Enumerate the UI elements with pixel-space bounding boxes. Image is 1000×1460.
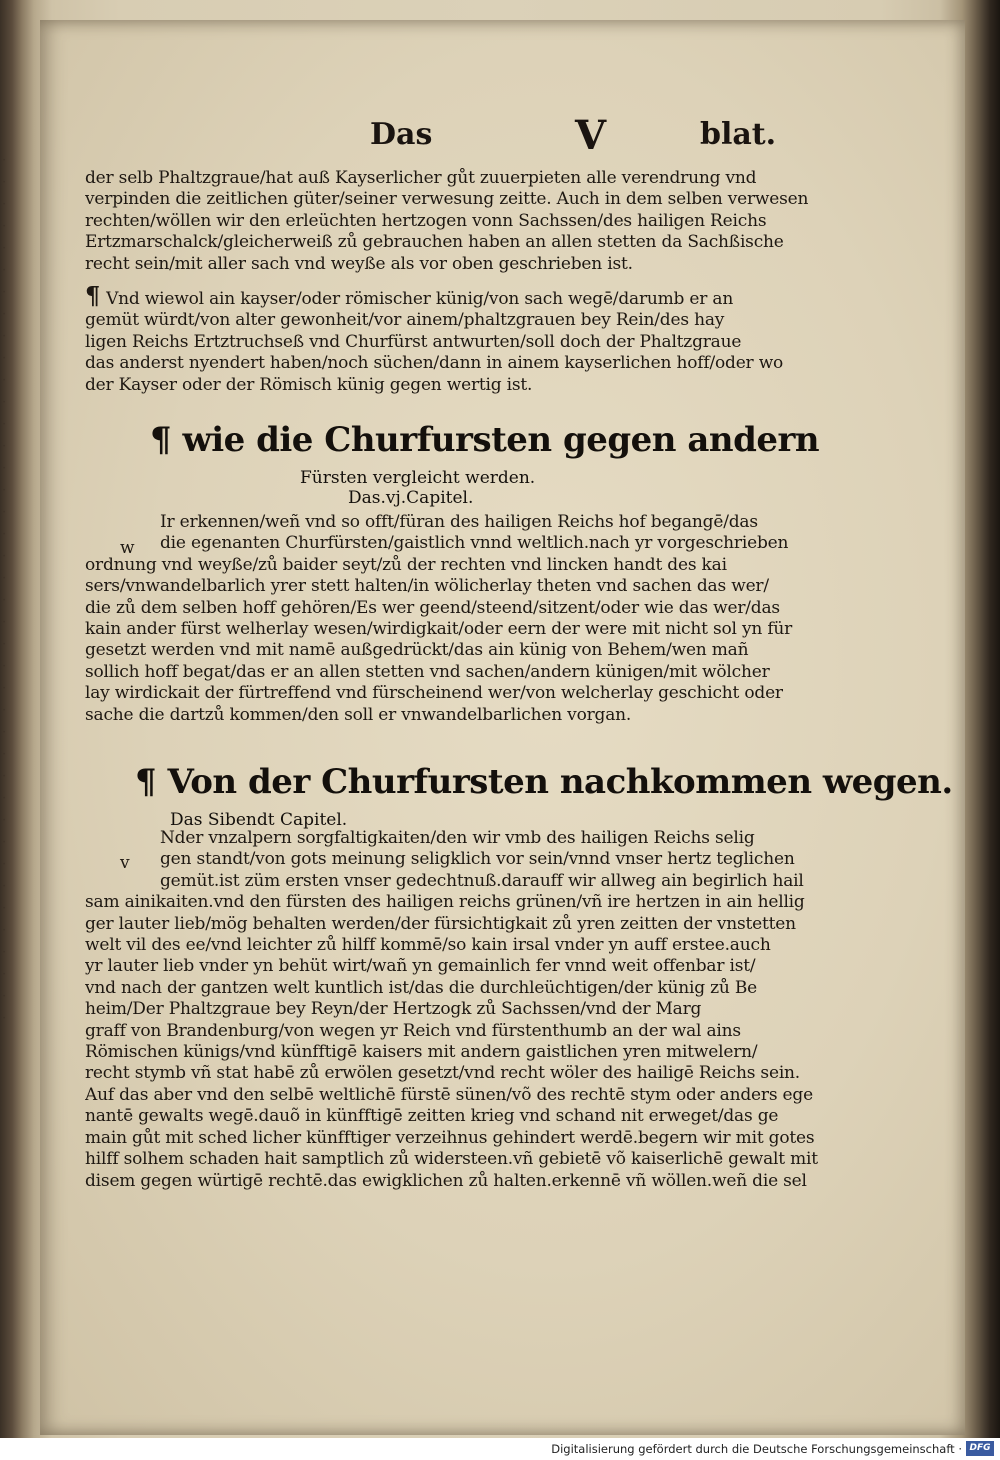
text-line: sache die dartzů kommen/den soll er vnwandelbarlichen vorgan. [85, 704, 632, 725]
header-folio: V [575, 112, 607, 159]
text-line: verpinden die zeitlichen güter/seiner verwesung zeitte. Auch in dem selben verwesen [85, 189, 809, 210]
header-right: blat. [700, 117, 777, 152]
text-line: das anderst nyendert haben/noch süchen/dann in ainem kayserlichen hoff/oder wo [85, 353, 784, 374]
text-line: der selb Phaltzgraue/hat auß Kayserlicher gůt zuuerpieten alle verendrung vnd [85, 168, 757, 188]
text-line: recht stymb vñ stat habē zů erwölen gesetzt/vnd recht wöler des hailigē Reichs sein. [85, 1063, 801, 1084]
text-line: disem gegen würtigē rechtē.das ewigklichen zů halten.erkennē vñ wöllen.weñ die sel [85, 1170, 807, 1191]
text-line-content: Vnd wiewol ain kayser/oder römischer künig/von sach wegē/darumb er an [106, 289, 734, 309]
text-line: lay wirdickait der fürtreffend vnd fürscheinend wer/von welcherlay geschicht oder [85, 683, 783, 704]
chapter-6-subtitle: Fürsten vergleicht werden. [300, 468, 536, 488]
text-line: vnd nach der gantzen welt kuntlich ist/das die durchleüchtigen/der künig zů Be [85, 977, 758, 998]
text-line: die zů dem selben hoff gehören/Es wer geend/steend/sitzent/oder wie das wer/das [85, 597, 780, 618]
text-line: der Kayser oder der Römisch künig gegen wertig ist. [85, 374, 533, 395]
paragraph-2 [85, 285, 825, 396]
text-line: gen standt/von gots meinung seligklich vor sein/vnnd vnser hertz teglichen [160, 849, 795, 870]
running-header [370, 112, 790, 162]
facing-page-edge: · · · · · · · · · · · · · · · · · · · · · · · · · · · · · · · · · · · · · · · · [2, 153, 7, 1026]
text-line: recht sein/mit aller sach vnd weyße als vor oben geschrieben ist. [85, 253, 633, 274]
text-line: Ir erkennen/weñ vnd so offt/füran des hailigen Reichs hof begangē/das [160, 512, 758, 532]
funding-notice: Digitalisierung gefördert durch die Deutsche Forschungsgemeinschaft · [551, 1442, 962, 1456]
paragraph-1 [85, 168, 825, 275]
footer-bar [0, 1438, 1000, 1460]
text-line: yr lauter lieb vnder yn behüt wirt/wañ yn gemainlich fer vnnd weit offenbar ist/ [85, 956, 756, 977]
text-line: die egenanten Churfürsten/gaistlich vnnd weltlich.nach yr vorgeschrieben [160, 533, 789, 554]
text-line: nantē gewalts wegē.dauõ in künfftigē zeitten krieg vnd schand nit erweget/das ge [85, 1106, 779, 1127]
chapter-6-body [85, 512, 825, 726]
text-line: sam ainikaiten.vnd den fürsten des hailigen reichs grünen/vñ ire hertzen in ain hellig [85, 892, 805, 913]
chapter-7-body [85, 828, 825, 1192]
dfg-logo: DFG [966, 1441, 994, 1456]
chapter-7-initial-guide: v [120, 853, 130, 873]
text-line: Auf das aber vnd den selbē weltlichē fürstē sünen/võ des rechtē stym oder anders ege [85, 1084, 813, 1105]
text-line: Nder vnzalpern sorgfaltigkaiten/den wir vmb des hailigen Reichs selig [160, 828, 755, 848]
text-line: rechten/wöllen wir den erleüchten hertzogen vonn Sachssen/des hailigen Reichs [85, 210, 767, 231]
text-line: main gůt mit sched licher künfftiger verzeihnus gehindert werdē.begern wir mit gotes [85, 1127, 815, 1148]
text-line: gesetzt werden vnd mit namē außgedrückt/das ain künig von Behem/wen mañ [85, 640, 749, 661]
text-line: ligen Reichs Ertztruchseß vnd Churfürst antwurten/soll doch der Phaltzgraue [85, 331, 742, 352]
chapter-7-label: Das Sibendt Capitel. [170, 810, 348, 830]
text-line: ger lauter lieb/mög behalten werden/der fürsichtigkait zů yren zeitten der vnstetten [85, 913, 796, 934]
chapter-6-title: ¶ wie die Churfursten gegen andern [150, 420, 820, 460]
pilcrow-mark: ¶ [85, 285, 101, 310]
text-line: heim/Der Phaltzgraue bey Reyn/der Hertzogk zů Sachssen/vnd der Marg [85, 999, 702, 1020]
chapter-6-initial-guide: w [120, 538, 135, 558]
text-line: kain ander fürst welherlay wesen/wirdigkait/oder eern der were mit nicht sol yn für [85, 619, 793, 640]
text-line: gemüt.ist züm ersten vnser gedechtnuß.darauff wir allweg ain begirlich hail [160, 870, 804, 891]
text-line: Ertzmarschalck/gleicherweiß zů gebrauchen haben an allen stetten da Sachßische [85, 232, 784, 253]
text-line [85, 285, 825, 310]
chapter-7-title: ¶ Von der Churfursten nachkommen wegen. [135, 762, 953, 802]
text-line: graff von Brandenburg/von wegen yr Reich vnd fürstenthumb an der wal ains [85, 1020, 741, 1041]
text-line: gemüt würdt/von alter gewonheit/vor ainem/phaltzgrauen bey Rein/des hay [85, 310, 725, 331]
text-line: hilff solhem schaden hait samptlich zů widersteen.vñ gebietē võ kaiserlichē gewalt mit [85, 1149, 818, 1170]
text-line: Römischen künigs/vnd künfftigē kaisers mit andern gaistlichen yren mitwelern/ [85, 1042, 758, 1063]
chapter-6-label: Das.vj.Capitel. [348, 488, 474, 508]
text-line: sollich hoff begat/das er an allen stetten vnd sachen/andern künigen/mit wölcher [85, 661, 770, 682]
text-line: sers/vnwandelbarlich yrer stett halten/in wölicherlay theten vnd sachen das wer/ [85, 576, 769, 597]
text-line: ordnung vnd weyße/zů baider seyt/zů der rechten vnd lincken handt des kai [85, 554, 727, 575]
text-line: welt vil des ee/vnd leichter zů hilff kommē/so kain irsal vnder yn auff erstee.auch [85, 935, 771, 956]
header-left: Das [370, 117, 433, 152]
